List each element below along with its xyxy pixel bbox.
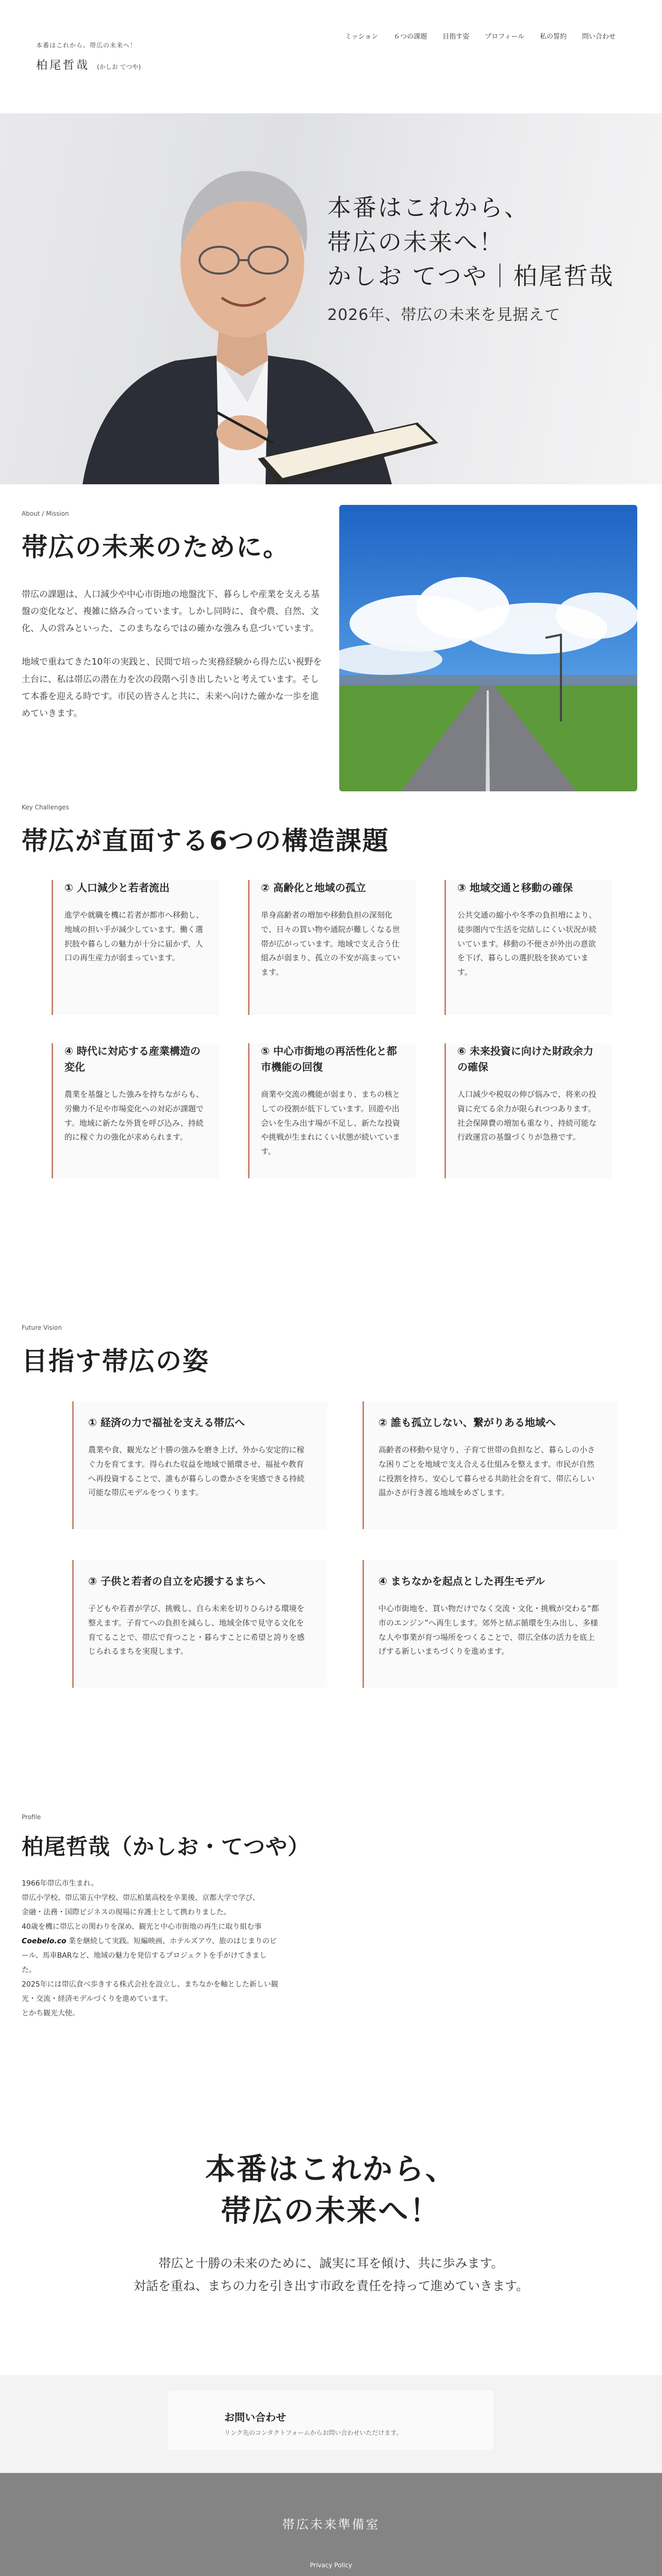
challenges-eyebrow: Key Challenges bbox=[22, 804, 69, 811]
challenge-card-text: 農業を基盤とした強みを持ちながらも、労働力不足や市場変化への対応が課題です。地域に新たな外貨を呼び込み、持続的に稼ぐ力の強化が求められます。 bbox=[64, 1090, 204, 1142]
closing-text-line-2: 対話を重ね、まちの力を引き出す市政を責任を持って進めていきます。 bbox=[133, 2278, 529, 2293]
hero-copy bbox=[327, 191, 615, 325]
vision-card-text: 農業や食、観光など十勝の強みを磨き上げ、外から安定的に稼ぐ力を育てます。得られた収益を地域で循環させ、福祉や教育へ再投資することで、誰もが暮らしの豊かさを実感できる持続可能な帯広モデルをつくります。 bbox=[88, 1445, 305, 1498]
closing-text bbox=[0, 2252, 662, 2297]
landscape-road-image bbox=[339, 505, 637, 791]
challenge-card-title: ① 人口減少と若者流出 bbox=[64, 882, 170, 894]
vision-eyebrow: Future Vision bbox=[22, 1324, 62, 1331]
challenge-card-text: 商業や交流の機能が弱まり、まちの核としての役割が低下しています。回遊や出会いを生み出す場が不足し、新たな投資や挑戦が生まれにくい状態が続いています。 bbox=[261, 1090, 401, 1156]
site-header bbox=[0, 0, 662, 113]
vision-card-title: ③ 子供と若者の自立を応援するまちへ bbox=[88, 1575, 266, 1587]
brand-name: 柏尾哲哉 bbox=[36, 59, 90, 72]
main-nav bbox=[345, 31, 616, 41]
challenges-grid bbox=[52, 880, 612, 1178]
challenge-card-title: ⑤ 中心市街地の再活性化と都市機能の回復 bbox=[261, 1045, 397, 1073]
challenge-card bbox=[248, 880, 416, 1015]
vision-card-text: 高齢者の移動や見守り、子育て世帯の負担など、暮らしの小さな困りごとを地域で支え合える仕組みを整えます。市民が自然に役割を持ち、安心して暮らせる共助社会を育て、帯広らしい温かさが行き渡る地域をめざします。 bbox=[378, 1445, 595, 1498]
challenge-card-text: 人口減少や税収の伸び悩みで、将来の投資に充てる余力が限られつつあります。社会保障費の増加も重なり、持続可能な行政運営の基盤づくりが急務です。 bbox=[457, 1090, 597, 1142]
profile-line: 2025年には帯広食べ歩きする株式会社を設立し、まちなかを軸とした新しい観光・交流・経済モデルづくりを進めています。 bbox=[22, 1980, 278, 2003]
challenge-card-title: ② 高齢化と地域の孤立 bbox=[261, 882, 366, 894]
vision-card bbox=[72, 1401, 327, 1529]
challenge-card bbox=[248, 1043, 416, 1178]
hero-subtitle: 2026年、帯広の未来を見据えて bbox=[327, 306, 561, 325]
mission-body bbox=[22, 586, 326, 722]
challenge-card-text: 単身高齢者の増加や移動負担の深刻化で、日々の買い物や通院が難しくなる世帯が広がっています。地域で支え合う仕組みが弱まり、孤立の不安が高まっています。 bbox=[261, 910, 401, 977]
nav-contact[interactable]: 問い合わせ bbox=[582, 33, 616, 41]
profile-body bbox=[22, 1876, 279, 2021]
brand[interactable] bbox=[36, 41, 141, 73]
nav-pledge[interactable]: 私の誓約 bbox=[539, 33, 567, 41]
nav-profile[interactable]: プロフィール bbox=[485, 33, 524, 41]
contact-title: お問い合わせ bbox=[224, 2411, 286, 2424]
challenge-card bbox=[444, 880, 612, 1015]
profile-line: 1966年帯広市生まれ。 bbox=[22, 1879, 98, 1888]
vision-card-title: ② 誰も孤立しない、繋がりある地域へ bbox=[378, 1416, 556, 1429]
contact-card[interactable] bbox=[168, 2391, 493, 2450]
nav-vision[interactable]: 目指す姿 bbox=[442, 33, 470, 41]
profile-eyebrow: Profile bbox=[22, 1814, 41, 1821]
nav-challenges[interactable]: ６つの課題 bbox=[393, 33, 427, 41]
mission-paragraph-2: 地域で重ねてきた10年の実践と、民間で培った実務経験から得た広い視野を土台に、私は帯広の潜在力を次の段階へ引き出したいと考えています。そして本番を迎える時です。市民の皆さんと共に、未来へ向けた確かな一歩を進めていきます。 bbox=[22, 657, 322, 719]
challenges-section bbox=[0, 804, 662, 1324]
profile-title: 柏尾哲哉（かしお・てつや） bbox=[22, 1834, 310, 1859]
mission-eyebrow: About / Mission bbox=[22, 510, 69, 517]
closing-title-line-2: 帯広の未来へ！ bbox=[221, 2193, 441, 2229]
footer-org-name: 帯広未来準備室 bbox=[282, 2517, 380, 2532]
profile-line-text: 業を継続して実践。短編映画、ホテルズアウ、旅のはじまりのビール、馬車BARなど、地域の魅力を発信するプロジェクトを手がけてきました。 bbox=[22, 1937, 277, 1974]
challenge-card bbox=[52, 880, 219, 1015]
vision-card bbox=[362, 1401, 618, 1529]
vision-card-title: ④ まちなかを起点とした再生モデル bbox=[378, 1575, 545, 1587]
hero-line-2: 帯広の未来へ！ bbox=[327, 228, 504, 256]
contact-section bbox=[0, 2375, 662, 2473]
challenges-title: 帯広が直面する6つの構造課題 bbox=[22, 826, 389, 856]
privacy-policy-link[interactable]: Privacy Policy bbox=[310, 2562, 352, 2569]
profile-section bbox=[0, 1814, 662, 2148]
challenge-card-text: 公共交通の縮小や冬季の負担増により、徒歩圏内で生活を完結しにくい状況が続いています。移動の不便さが外出の意欲を下げ、暮らしの選択肢を狭めています。 bbox=[457, 910, 597, 977]
contact-text: リンク先のコンタクトフォームからお問い合わせいただけます。 bbox=[224, 2429, 403, 2436]
site-footer bbox=[0, 2473, 662, 2576]
vision-card bbox=[362, 1560, 618, 1688]
vision-grid bbox=[72, 1401, 618, 1688]
challenge-card-title: ⑥ 未来投資に向けた財政余力の確保 bbox=[457, 1045, 593, 1073]
nav-mission[interactable]: ミッション bbox=[344, 33, 378, 41]
hero-line-3: かしお てつや｜柏尾哲哉 bbox=[327, 262, 615, 291]
profile-line: とかち観光大使。 bbox=[22, 2009, 79, 2018]
hero-line-1: 本番はこれから、 bbox=[327, 194, 529, 222]
profile-line bbox=[22, 1934, 279, 1977]
closing-text-line-1: 帯広と十勝の未来のために、誠実に耳を傾け、共に歩みます。 bbox=[158, 2256, 504, 2271]
mission-paragraph-1: 帯広の課題は、人口減少や中心市街地の地盤沈下、暮らしや産業を支える基盤の変化など、複雑に絡み合っています。しかし同時に、食や農、自然、文化、人の営みといった、このまちならではの確かな強みも息づいています。 bbox=[22, 589, 320, 634]
brand-tagline: 本番はこれから、帯広の未来へ！ bbox=[36, 42, 137, 49]
challenge-card bbox=[52, 1043, 219, 1178]
brand-kana: (かしお てつや) bbox=[97, 63, 141, 71]
profile-line: 40歳を機に帯広との関わりを深め、観光と中心市街地の再生に取り組む事 bbox=[22, 1923, 262, 1931]
vision-card-title: ① 経済の力で福祉を支える帯広へ bbox=[88, 1416, 245, 1429]
vision-card-text: 中心市街地を、買い物だけでなく交流・文化・挑戦が交わる“都市のエンジン”へ再生します。郊外と結ぶ循環を生み出し、多様な人や事業が育つ場所をつくることで、帯広全体の活力を底上げする新しいまちづくりを進めます。 bbox=[378, 1604, 599, 1656]
hero bbox=[0, 113, 662, 484]
closing-title-line-1: 本番はこれから、 bbox=[205, 2151, 457, 2187]
challenge-card-title: ④ 時代に対応する産業構造の変化 bbox=[64, 1045, 201, 1073]
mission-section bbox=[0, 484, 662, 804]
challenge-card bbox=[444, 1043, 612, 1178]
profile-line: 金融・法務・国際ビジネスの現場に弁護士として携わりました。 bbox=[22, 1908, 231, 1917]
closing-section bbox=[0, 2148, 662, 2375]
vision-section bbox=[0, 1324, 662, 1814]
profile-line: 帯広小学校、帯広第五中学校、帯広柏葉高校を卒業後、京都大学で学び、 bbox=[22, 1894, 260, 1902]
mission-title: 帯広の未来のために。 bbox=[22, 532, 290, 562]
challenge-card-text: 進学や就職を機に若者が都市へ移動し、地域の担い手が減少しています。働く選択肢や暮らしの魅力が十分に届かず、人口の再生産力が弱まっています。 bbox=[64, 910, 204, 963]
closing-title bbox=[0, 2148, 662, 2232]
vision-title: 目指す帯広の姿 bbox=[22, 1346, 209, 1376]
profile-mark: Coebelo.co bbox=[22, 1937, 67, 1945]
vision-card bbox=[72, 1560, 327, 1688]
vision-card-text: 子どもや若者が学び、挑戦し、自ら未来を切りひらける環境を整えます。子育てへの負担を減らし、地域全体で見守る文化を育てることで、帯広で育つこと・暮らすことに希望と誇りを感じられるまちを実現します。 bbox=[88, 1604, 305, 1656]
challenge-card-title: ③ 地域交通と移動の確保 bbox=[457, 882, 573, 894]
